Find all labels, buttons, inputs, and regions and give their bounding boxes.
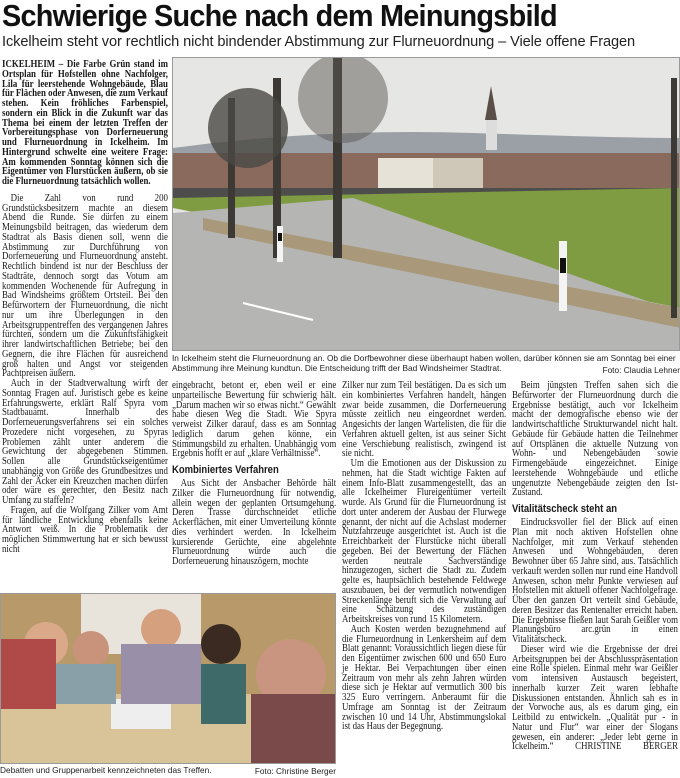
subheadline: Ickelheim steht vor rechtlich nicht bindender Abstimmung zur Flurneuordnung – Viele offene Fragen — [2, 34, 636, 50]
group-work-photo — [0, 593, 336, 764]
photo-top-caption — [172, 354, 680, 376]
caption-text: Debatten und Gruppenarbeit kennzeichneten das Treffen. — [0, 765, 212, 775]
section-heading: Vitalitätscheck steht an — [512, 503, 617, 515]
headline: Schwierige Suche nach dem Meinungsbild — [2, 0, 557, 33]
photo-credit: Foto: Claudia Lehner — [602, 365, 680, 376]
article-column-3 — [342, 381, 506, 732]
section-heading: Kombiniertes Verfahren — [172, 464, 279, 476]
photo-bottom-caption — [0, 766, 336, 777]
paragraph-text: Dieser wird wie die Ergebnisse der drei Arbeitsgruppen bei der Abschlusspräsentation eine Rolle spielen. Einmal mehr war Geißler vom intensiven Austausch begeistert, innerhalb kurzer Zeit waren lebhafte Diskussionen entstanden. Ähnlich sah es in der Vorwoche aus, als es darum ging, ein Leitbild zu entwickeln. „Qualität pur - in Natur und Flur“ war einer der Slogans gewesen, ein anderer: „Jeder lebt gerne in Ickelheim.“ — [512, 643, 678, 753]
paragraph: Auch Kosten werden bezugnehmend auf die Flurneuordnung in Lenkersheim auf dem Blatt genannt: Voraussichtlich liegen diese für den Eigentümer zwischen 600 und 650 Euro je Hektar. Bei Verpachtungen über einen Zeitraum von mehr als zehn Jahren würden diese sich je Hektar auf vermutlich 300 bis 325 Euro verringern. Anberaumt für die Umfrage am Sonntag ist der Zeitraum zwischen 10 und 14 Uhr, Abstimmungslokal ist das Haus der Begegnung. — [342, 623, 507, 733]
lead-paragraph: ICKELHEIM – Die Farbe Grün stand im Ortsplan für Hofstellen ohne Nachfolger, Lila für leerstehende Wohngebäude, Blau für Flächen oder Anwesen, die zum Verkauf stehen. Kein fröhliches Farbenspiel, sondern ein Blick in die Zukunft war das Thema bei einem der letzten Treffen der Vorbereitungsphase von Dorferneuerung und Flurneuordnung in Ickelheim. Im Hintergrund schwelte eine weitere Frage: Am kommenden Sonntag können sich die Eigentümer von Flurstücken äußern, ob sie die Flurneuordnung tatsächlich wollen. — [2, 59, 168, 187]
paragraph: Zilker nur zum Teil bestätigen. Da es sich um ein kombiniertes Verfahren handelt, hängen zwar beide zusammen, die Dorferneuerung müsste zeitlich neu eingeordnet werden. Angesichts der langen Wartelisten, die für die Verfahren aktuell gelten, ist aus seiner Sicht eine Verschiebung realistisch, zwingend ist sie nicht. — [342, 380, 507, 460]
article-column-2 — [172, 381, 336, 567]
article-column-4 — [512, 381, 678, 752]
paragraph: Aus Sicht der Ansbacher Behörde hält Zilker die Flurneuordnung für notwendig, allein wegen der geplanten Ortsumgehung. Deren Trasse durchschneidet etliche Ackerflächen, mit einer Umverteilung könnte dies verhindert werden. In Ickelheim kursierende Gerüchte, eine abgelehnte Flurneuordnung würde auch die Dorferneuerung hinauszögern, mochte — [172, 478, 337, 567]
photo-credit: Foto: Christine Berger — [254, 766, 336, 777]
paragraph: Fragen, auf die Wolfgang Zilker vom Amt für ländliche Entwicklung ebenfalls keine Antwort weiß. In die Problematik der möglichen Stimmwertung hat er sich bewusst nicht — [2, 504, 168, 555]
paragraph: Auch in der Stadtverwaltung wirft der Sonntag Fragen auf. Juristisch gebe es keine Erfahrungswerte, erklärt Ralf Spyra vom Stadtbauamt. Innerhalb des Dorferneuerungsverfahrens sei ein solches Prozedere nicht vorgesehen, zu Spyras Problemen zählt unter anderem die Gewichtung der abgegebenen Stimmen. Sollen alle Grundstückseigentümer unabhängig von Größe des Grundbesitzes und Zahl der Äcker ein Kreuzchen machen dürfen oder wäre es gerechter, den Besitz nach Umfang zu staffeln? — [2, 378, 168, 506]
paragraph — [512, 645, 678, 752]
paragraph: Eindrucksvoller fiel der Blick auf einen Plan mit noch aktiven Hofstellen ohne Nachfolger, mit zum Verkauf stehenden Anwesen und Wohngebäuden, deren Bewohner über 65 Jahre sind, aus. Tatsächlich verkauft werden sollen nur rund eine Handvoll Anwesen, schon mehr Punkte verwiesen auf Hofstellen mit aktuell offener Nachfolgefrage. Über den ganzen Ort verteilt sind Gebäude, deren Besitzer das Rentenalter erreicht haben. Die Ergebnisse fließen laut Sarah Geißler vom Planungsbüro arc.grün in einen Vitalitätscheck. — [512, 517, 678, 645]
caption-text: In Ickelheim steht die Flurneuordnung an. Ob die Dorfbewohner diese überhaupt haben wollen, darüber können sie am Sonntag bei einer Abstimmung ihre Meinung kundtun. Die Entscheidung trifft der Bad Windsheimer Stadtrat. — [172, 353, 676, 373]
author-byline: CHRISTINE BERGER — [575, 741, 678, 753]
paragraph: eingebracht, betont er, eben weil er eine unparteilische Bewertung für schwierig hält. „Darum machen wir so etwas nicht.“ Gewählt habe diesen Weg die Stadt. Wie Spyra verweist Zilker darauf, dass es am Sonntag lediglich darum gehen könne, ein Stimmungsbild zu erhalten. Unabhängig vom Ergebnis hofft er auf „klare Verhältnisse“. — [172, 380, 337, 460]
paragraph: Die Zahl von rund 200 Grundstücksbesitzern machte an diesem Abend die Runde. Sie dürfen zu einem Meinungsbild beitragen, das wiederum dem Stadtrat als Basis dienen soll, wenn die Abstimmung zur Durchführung von Dorferneuerung und Flurneuordnung ansteht. Rechtlich bindend ist nur der Beschluss der Stadträte, dennoch sorgt das Votum am kommenden Wochenende für Aufregung in Bad Windsheims größtem Ortsteil. Bei den Befürwortern der Flurneuordnung, die nicht nur um ihre Überlegungen in den Arbeitsgruppentreffen des vergangenen Jahres fürchten, sondern um die Zukunftsfähigkeit ihrer landwirtschaftlichen Betriebe; bei den Gegnern, die ihre Flächen für ausreichend groß halten und Angst vor steigenden Pachtpreisen äußern. — [2, 192, 168, 380]
paragraph: Beim jüngsten Treffen sahen sich die Befürworter der Flurneuordnung durch die Ergebnisse bestätigt, auch vor Ickelheim macht der demografische ebenso wie der landwirtschaftliche Strukturwandel nicht halt. Gebäude für Gebäude hatten die Teilnehmer auf Ortsplänen die aktuelle Nutzung von Wohn- und Nebengebäuden sowie Firmengebäude eingezeichnet. Einige leerstehende Wohngebäude und etliche ungenutzte Nebengebäude zeigten den Ist-Zustand. — [512, 380, 678, 499]
article-column-1 — [2, 60, 168, 555]
paragraph: Um die Emotionen aus der Diskussion zu nehmen, hat die Stadt wichtige Fakten auf einem Info-Blatt zusammengestellt, das an alle Ickelheimer Flureigentümer verteilt wurde. Als Grund für die Flurneuordnung ist dort unter anderem der Ausbau der Flurwege genannt, der nicht auf die Achslast moderner Nutzfahrzeuge ausgerichtet ist. Auch ist die Erreichbarkeit der Flurstücke nicht überall gegeben. Bei der Bewertung der Flächen werden neutrale Sachverständige hinzugezogen, sichert die Stadt zu. Zudem gelte es, hauptsächlich bestehende Feldwege auszubauen, bei der vermutlich notwendigen Streckenlänge beruft sich die Verwaltung auf eine Schätzung des zuständigen Arbeitskreises von rund 15 Kilometern. — [342, 458, 507, 625]
village-field-photo — [172, 57, 680, 351]
